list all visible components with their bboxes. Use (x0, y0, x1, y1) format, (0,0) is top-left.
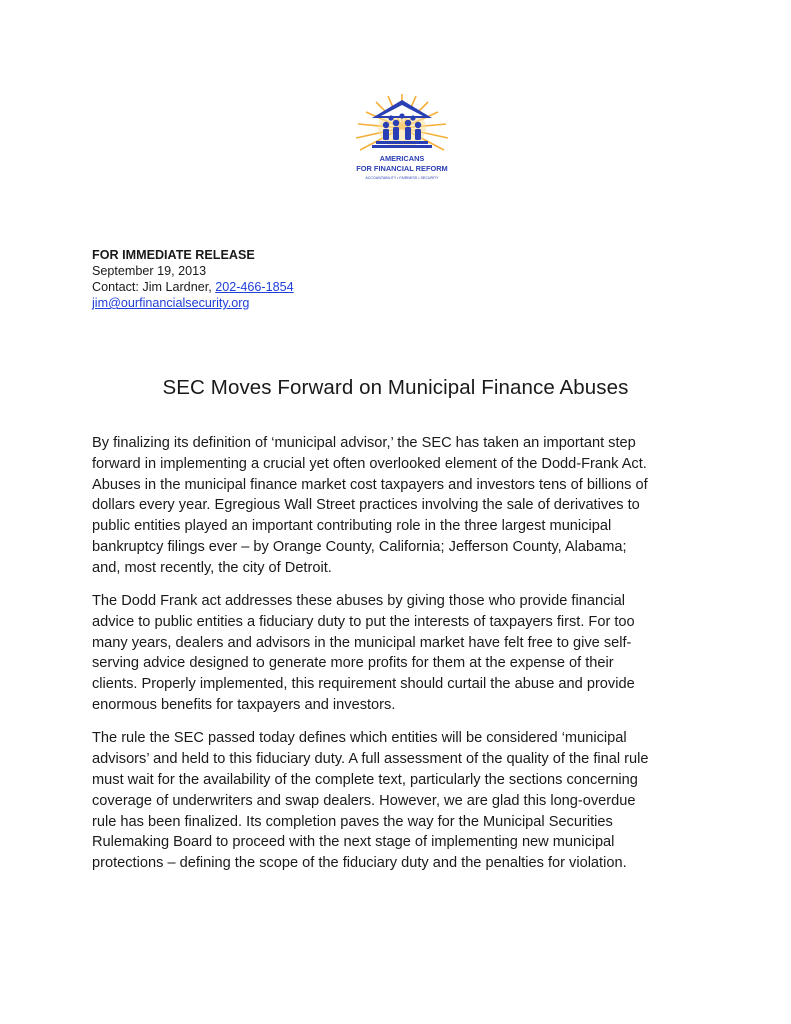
text-line: The Dodd Frank act addresses these abuses by giving those who provide financial (92, 593, 625, 610)
logo-tagline: ACCOUNTABILITY • FAIRNESS • SECURITY (365, 176, 439, 180)
contact-prefix: Contact: Jim Lardner, (92, 280, 216, 294)
text-line: must wait for the availability of the complete text, particularly the sections concerning (92, 771, 638, 788)
paragraph-3 (92, 728, 732, 874)
text-line: By finalizing its definition of ‘municipal advisor,’ the SEC has taken an important step (92, 435, 636, 451)
text-line: coverage of underwriters and swap dealers. However, we are glad this long-overdue (92, 792, 636, 809)
release-label: FOR IMMEDIATE RELEASE (92, 248, 255, 262)
text-line: The rule the SEC passed today defines which entities will be considered ‘municipal (92, 730, 627, 747)
contact-line (92, 279, 294, 295)
text-line: many years, dealers and advisors in the municipal market have felt free to give self- (92, 634, 632, 651)
release-header (92, 247, 294, 311)
press-release-body (92, 433, 732, 886)
text-line: rule has been finalized. Its completion paves the way for the Municipal Securities (92, 813, 613, 830)
building-with-people-icon (348, 92, 456, 194)
email-link[interactable]: jim@ourfinancialsecurity.org (92, 296, 250, 310)
text-line: Rulemaking Board to proceed with the next stage of implementing new municipal (92, 834, 615, 851)
text-line: clients. Properly implemented, this requirement should curtail the abuse and provide (92, 676, 635, 693)
text-line: advice to public entities a fiduciary duty to put the interests of taxpayers first. For too (92, 613, 635, 630)
phone-link[interactable]: 202-466-1854 (215, 280, 294, 294)
organization-logo (348, 92, 456, 194)
logo-line1: AMERICANS (379, 154, 425, 163)
text-line: dollars every year. Egregious Wall Street practices involving the sale of derivatives to (92, 497, 640, 514)
text-line: advisors’ and held to this fiduciary duty. A full assessment of the quality of the final rule (92, 751, 649, 768)
text-line: public entities played an important contributing role in the three largest municipal (92, 518, 612, 535)
release-date: September 19, 2013 (92, 264, 207, 278)
text-line: enormous benefits for taxpayers and investors. (92, 697, 396, 714)
text-line: protections – defining the scope of the fiduciary duty and the penalties for violation. (92, 855, 627, 872)
text-line: and, most recently, the city of Detroit. (92, 559, 332, 576)
text-line: Abuses in the municipal finance market cost taxpayers and investors tens of billions of (92, 476, 648, 493)
text-line: bankruptcy filings ever – by Orange County, California; Jefferson County, Alabama; (92, 538, 627, 555)
paragraph-1 (92, 433, 732, 579)
press-release-title: SEC Moves Forward on Municipal Finance Abuses (162, 376, 629, 399)
paragraph-2 (92, 591, 732, 716)
logo-line2: FOR FINANCIAL REFORM (356, 164, 448, 173)
text-line: serving advice designed to generate more profits for them at the expense of their (92, 655, 614, 672)
text-line: forward in implementing a crucial yet often overlooked element of the Dodd-Frank Act. (92, 455, 647, 472)
